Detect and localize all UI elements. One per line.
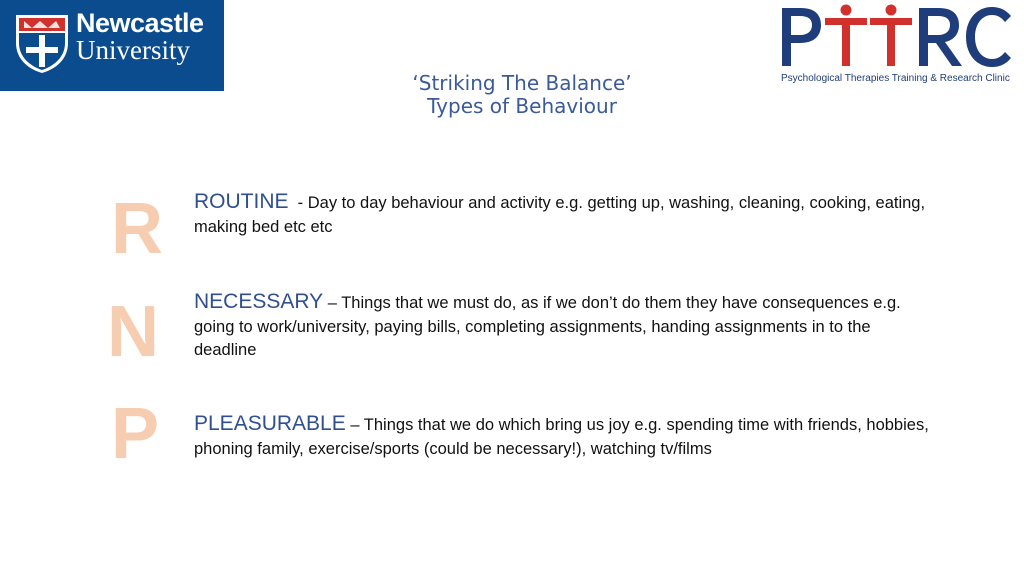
pleasurable-item xyxy=(194,412,929,461)
necessary-item xyxy=(194,290,929,363)
routine-heading: ROUTINE xyxy=(194,190,289,213)
pleasurable-heading: PLEASURABLE xyxy=(194,412,346,435)
necessary-description: – Things that we must do, as if we don’t do them they have consequences e.g. going to work/university, paying bills, completing assignments, handing assignments in to the deadline xyxy=(194,294,901,359)
routine-item xyxy=(194,190,929,239)
necessary-heading: NECESSARY xyxy=(194,290,324,313)
routine-description: - Day to day behaviour and activity e.g. getting up, washing, cleaning, cooking, eating, making bed etc etc xyxy=(194,194,930,236)
letter-p: P xyxy=(111,394,160,474)
letter-r: R xyxy=(111,189,163,269)
slide-title xyxy=(0,72,1024,118)
newcastle-wordmark: Newcastle xyxy=(76,8,204,38)
university-wordmark: University xyxy=(76,35,190,65)
letter-n: N xyxy=(107,292,159,372)
slide-subtitle: Types of Behaviour xyxy=(427,94,617,118)
newcastle-shield-icon xyxy=(14,13,70,75)
pttrc-caption: Psychological Therapies Training & Research Clinic xyxy=(781,73,1010,84)
pleasurable-description: – Things that we do which bring us joy e.g. spending time with friends, hobbies, phoning family, exercise/sports (could be necessary!), watching tv/films xyxy=(194,416,929,458)
slide-title-line1: ‘Striking The Balance’ xyxy=(412,71,632,95)
